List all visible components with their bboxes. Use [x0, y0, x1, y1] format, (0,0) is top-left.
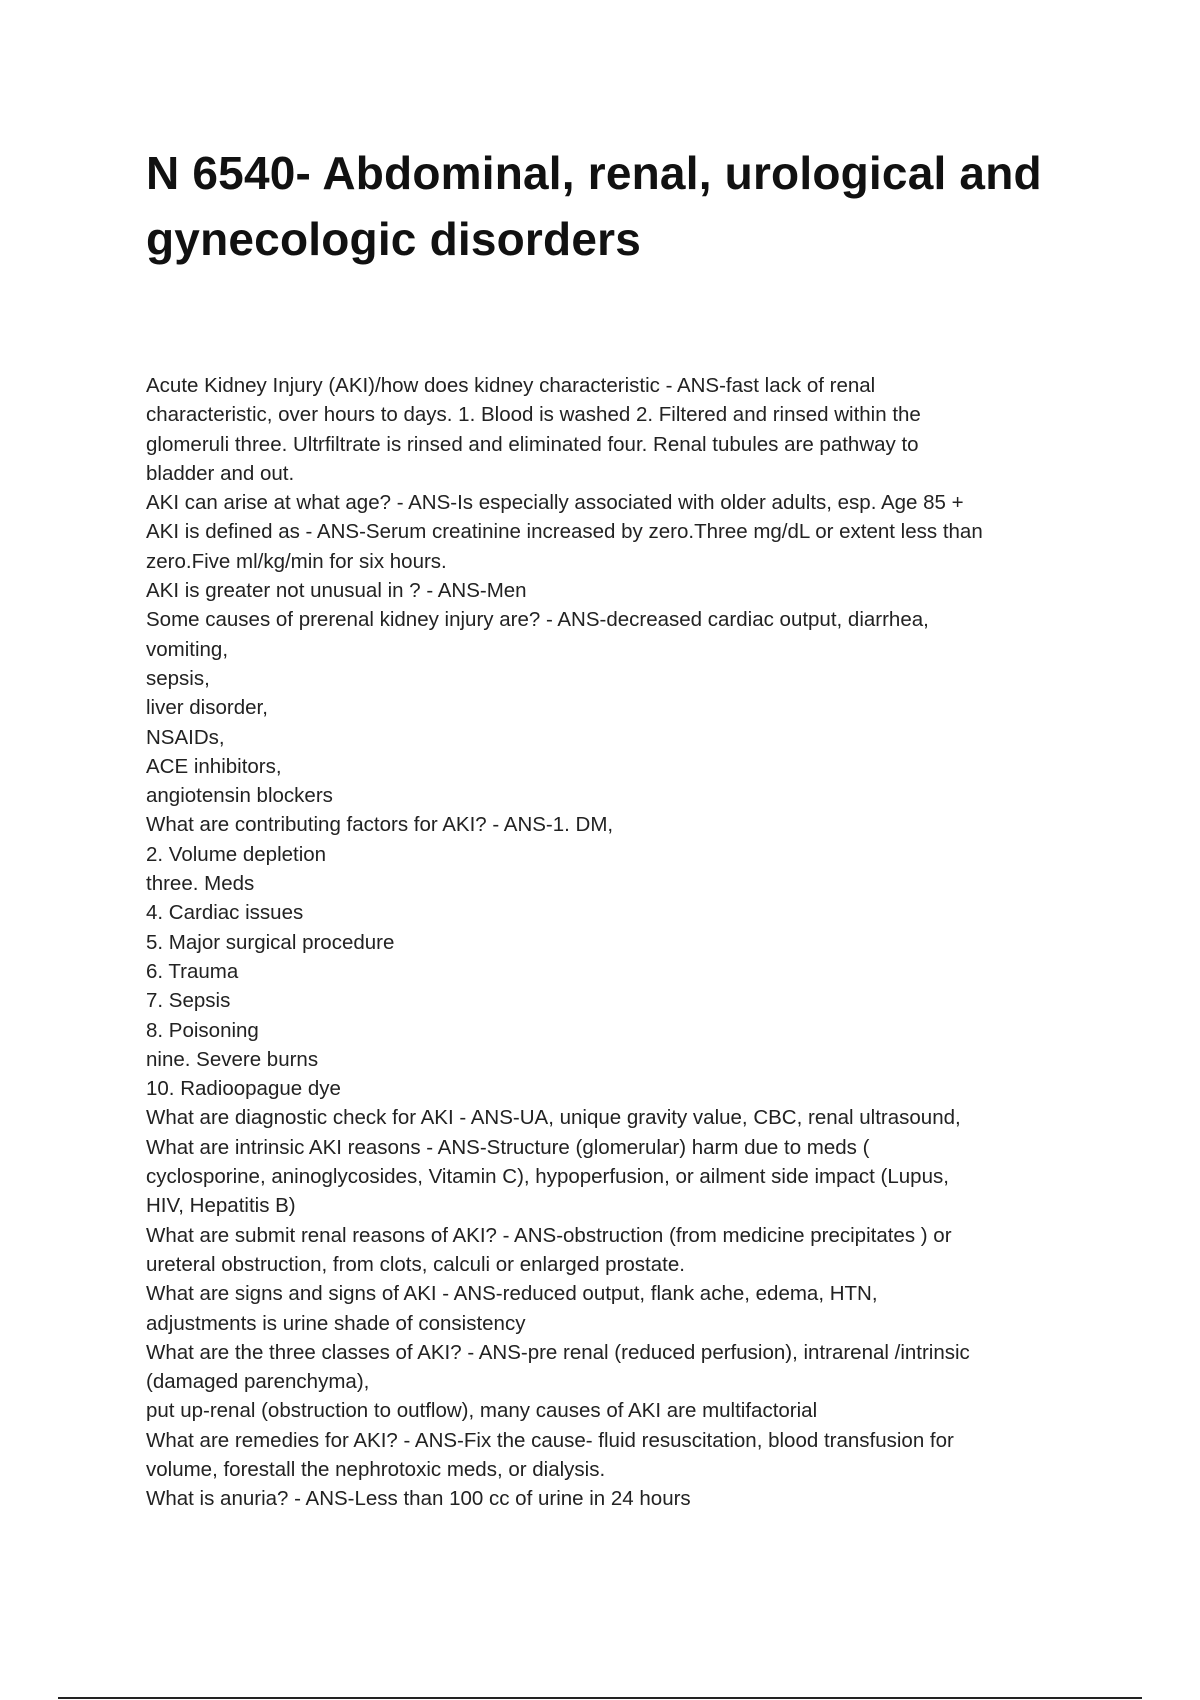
body-text-line: (damaged parenchyma), [146, 1370, 370, 1394]
body-text-line: vomiting, [146, 637, 229, 661]
body-text-line: 5. Major surgical procedure [146, 930, 395, 954]
body-text-line: What are the three classes of AKI? - ANS-pre renal (reduced perfusion), intrarenal /intrinsic [146, 1340, 970, 1364]
body-text-line: What are submit renal reasons of AKI? - ANS-obstruction (from medicine precipitates ) or [146, 1223, 952, 1247]
body-text-line: liver disorder, [146, 696, 268, 720]
body-text-line: 10. Radioopague dye [146, 1077, 341, 1101]
body-text-line: What is anuria? - ANS-Less than 100 cc of urine in 24 hours [146, 1487, 691, 1511]
title-line: N 6540- Abdominal, renal, urological and [146, 147, 1042, 199]
body-text-line: Some causes of prerenal kidney injury are? - ANS-decreased cardiac output, diarrhea, [146, 608, 929, 632]
body-text-line: ACE inhibitors, [146, 754, 282, 778]
body-text-line: 2. Volume depletion [146, 842, 327, 866]
document-title [146, 140, 1106, 272]
body-text-line: AKI can arise at what age? - ANS-Is especially associated with older adults, esp. Age 85 + [146, 491, 964, 515]
body-text-line: 4. Cardiac issues [146, 901, 304, 925]
body-text-line: angiotensin blockers [146, 784, 333, 808]
body-text-line: What are contributing factors for AKI? - ANS-1. DM, [146, 813, 614, 837]
page-bottom-rule [58, 1697, 1142, 1699]
body-text-line: What are remedies for AKI? - ANS-Fix the cause- fluid resuscitation, blood transfusion for [146, 1428, 954, 1452]
body-text-line: glomeruli three. Ultrfiltrate is rinsed and eliminated four. Renal tubules are pathway to [146, 432, 919, 456]
body-text-line: sepsis, [146, 666, 210, 690]
body-text-line: cyclosporine, aninoglycosides, Vitamin C), hypoperfusion, or ailment side impact (Lupus, [146, 1165, 949, 1189]
body-text-line: 8. Poisoning [146, 1018, 259, 1042]
body-text-line: adjustments is urine shade of consistency [146, 1311, 526, 1335]
body-text-line: AKI is defined as - ANS-Serum creatinine increased by zero.Three mg/dL or extent less than [146, 520, 983, 544]
body-text-line: HIV, Hepatitis B) [146, 1194, 296, 1218]
body-text-line: NSAIDs, [146, 725, 225, 749]
body-text-line: ureteral obstruction, from clots, calculi or enlarged prostate. [146, 1252, 685, 1276]
body-text-line: volume, forestall the nephrotoxic meds, or dialysis. [146, 1457, 606, 1481]
body-text-line: three. Meds [146, 872, 255, 896]
body-text-line: What are signs and signs of AKI - ANS-reduced output, flank ache, edema, HTN, [146, 1282, 878, 1306]
body-text-line: put up-renal (obstruction to outflow), many causes of AKI are multifactorial [146, 1399, 818, 1423]
body-text-line: Acute Kidney Injury (AKI)/how does kidney characteristic - ANS-fast lack of renal [146, 374, 876, 397]
body-text-line: AKI is greater not unusual in ? - ANS-Men [146, 579, 527, 603]
body-text-line: nine. Severe burns [146, 1047, 319, 1071]
title-line: gynecologic disorders [146, 213, 641, 265]
body-text-line: What are intrinsic AKI reasons - ANS-Structure (glomerular) harm due to meds ( [146, 1135, 870, 1159]
document-body [146, 371, 1086, 1514]
body-text-line: 7. Sepsis [146, 989, 231, 1013]
body-text-line: zero.Five ml/kg/min for six hours. [146, 549, 447, 573]
body-text-line: 6. Trauma [146, 959, 239, 983]
body-text-line: characteristic, over hours to days. 1. Blood is washed 2. Filtered and rinsed within the [146, 403, 921, 427]
body-text-line: What are diagnostic check for AKI - ANS-UA, unique gravity value, CBC, renal ultrasound, [146, 1106, 961, 1130]
body-text-line: bladder and out. [146, 461, 295, 485]
